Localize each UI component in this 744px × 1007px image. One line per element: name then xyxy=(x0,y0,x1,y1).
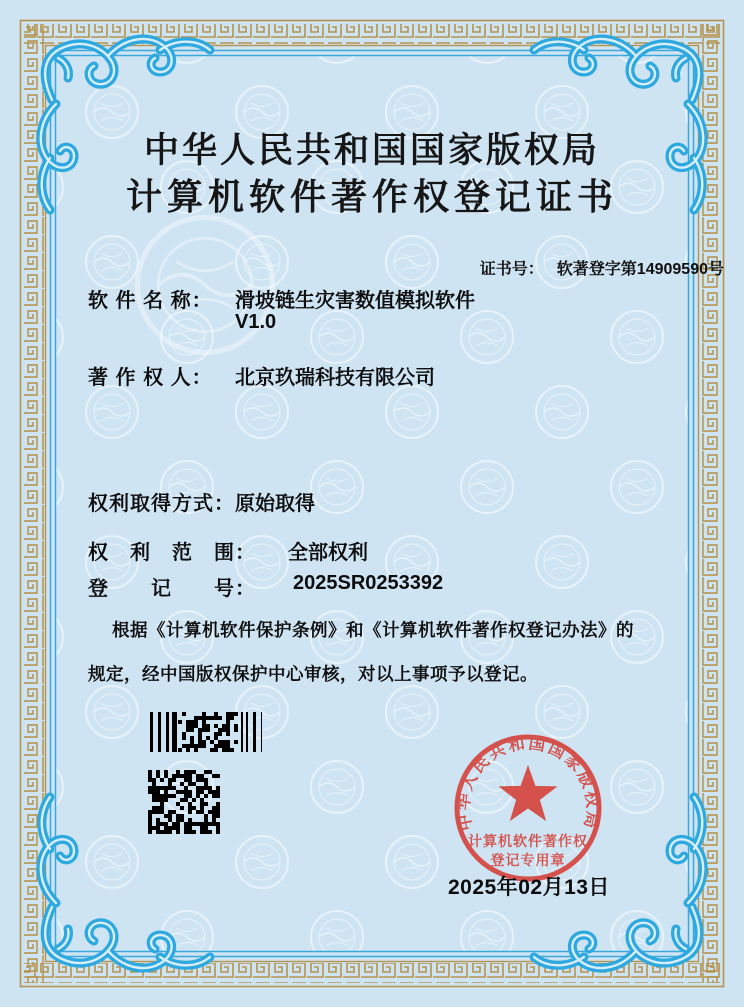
rights-scope-value: 全部权利 xyxy=(288,542,368,564)
certificate-number-value: 软著登字第14909590号 xyxy=(556,261,724,278)
registration-number-label: 登 记 号： xyxy=(88,578,256,600)
rights-scope-label: 权 利 范 围： xyxy=(88,542,256,564)
issue-date: 2025年02月13日 xyxy=(448,876,610,899)
copyright-holder-label: 著 作 权 人： xyxy=(88,367,213,389)
software-name-value: 滑坡链生灾害数值模拟软件 xyxy=(235,290,475,312)
copyright-holder-value: 北京玖瑞科技有限公司 xyxy=(235,367,435,389)
official-seal xyxy=(443,723,613,893)
qr-code xyxy=(148,770,220,834)
statement-line1: 根据《计算机软件保护条例》和《计算机软件著作权登记办法》的 xyxy=(112,620,634,640)
page-title-line2: 计算机软件著作权登记证书 xyxy=(125,177,618,217)
registration-number-value: 2025SR0253392 xyxy=(293,572,444,594)
page-title-line1: 中华人民共和国国家版权局 xyxy=(143,131,600,170)
certificate-number xyxy=(462,238,724,297)
acquisition-method-label: 权利取得方式： xyxy=(88,493,235,515)
software-version-value: V1.0 xyxy=(235,311,277,333)
seal-inner-line2: 登记专用章 xyxy=(490,854,566,869)
barcode xyxy=(150,712,262,752)
star-icon xyxy=(499,765,558,821)
acquisition-method-value: 原始取得 xyxy=(235,493,315,515)
statement-line2: 规定，经中国版权保护中心审核，对以上事项予以登记。 xyxy=(88,664,538,684)
seal-ring-text: 中华人民共和国国家版权局 xyxy=(453,733,603,833)
seal-inner-line1: 计算机软件著作权 xyxy=(468,835,588,850)
software-name-label: 软 件 名 称： xyxy=(88,290,213,312)
certificate-number-label: 证书号： xyxy=(479,261,544,278)
